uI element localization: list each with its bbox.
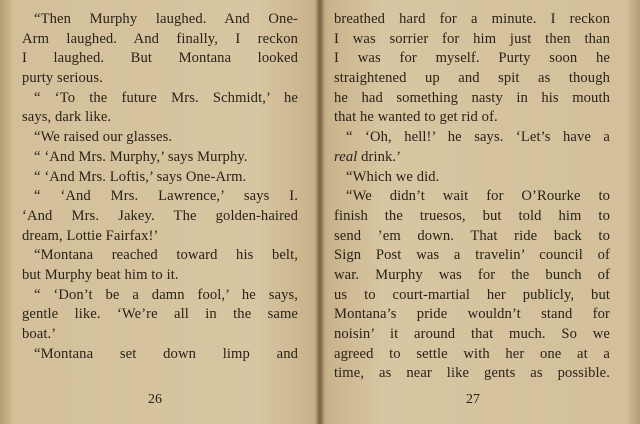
text-line: I laughed. But Montana looked — [22, 50, 298, 67]
text-line: Montana’s pride wouldn’t stand for — [334, 306, 610, 323]
text-line: “ ‘And Mrs. Murphy,’ says Murphy. — [34, 148, 248, 165]
text-line: send ’em down. That ride back to — [334, 227, 610, 244]
book-gutter — [316, 0, 324, 424]
text-line: that he wanted to get rid of. — [334, 109, 498, 126]
right-page-number: 27 — [466, 392, 480, 407]
text-line: us to court-martial her publicly, but — [334, 286, 610, 303]
left-page-number: 26 — [148, 392, 162, 407]
text-line: “ ‘To the future Mrs. Schmidt,’ he — [34, 89, 298, 106]
text-line: war. Murphy was for the bunch of — [334, 266, 610, 283]
text-line: “We raised our glasses. — [34, 129, 173, 146]
text-line: time, as near like gents as possible. — [334, 365, 610, 382]
text-line: breathed hard for a minute. I reckon — [334, 11, 610, 27]
text-line: boat.’ — [22, 326, 57, 342]
text-line: I was for myself. Purty soon he — [334, 50, 610, 67]
text-line: “Then Murphy laughed. And One- — [34, 11, 298, 27]
text-line: ‘And Mrs. Jakey. The golden-haired — [22, 207, 298, 224]
text-line: “ ‘Don’t be a damn fool,’ he says, — [34, 286, 298, 303]
text-line: but Murphy beat him to it. — [22, 266, 179, 283]
text-line: “Montana reached toward his belt, — [34, 247, 298, 264]
text-line: I was sorrier for him just then than — [334, 30, 610, 47]
left-page-text — [22, 10, 298, 390]
text-line: Sign Post was a travelin’ council of — [334, 247, 610, 264]
text-line: purty serious. — [22, 70, 103, 87]
text-line: straightened up and spit as though — [334, 70, 610, 87]
text-line: says, dark like. — [22, 109, 112, 126]
text-line: finish the truesos, but told him to — [334, 207, 610, 224]
text-line: noisin’ it around that much. So we — [334, 326, 610, 342]
text-line: “ ‘And Mrs. Lawrence,’ says I. — [34, 188, 298, 205]
text-line: “We didn’t wait for O’Rourke to — [346, 188, 610, 205]
text-line: dream, Lottie Fairfax!’ — [22, 227, 159, 244]
text-line: agreed to settle with her one at a — [334, 345, 610, 362]
text-line: “Montana set down limp and — [34, 345, 298, 362]
text-line: he had something nasty in his mouth — [334, 89, 610, 106]
text-line: real drink.’ — [334, 148, 402, 165]
text-line: “ ‘Oh, hell!’ he says. ‘Let’s have a — [346, 129, 610, 146]
text-line: “Which we did. — [346, 168, 440, 185]
text-line: gentle like. ‘We’re all in the same — [22, 306, 298, 323]
right-page-text — [334, 10, 610, 390]
text-line: “ ‘And Mrs. Loftis,’ says One-Arm. — [34, 168, 247, 185]
text-line: Arm laughed. And finally, I reckon — [22, 30, 298, 47]
